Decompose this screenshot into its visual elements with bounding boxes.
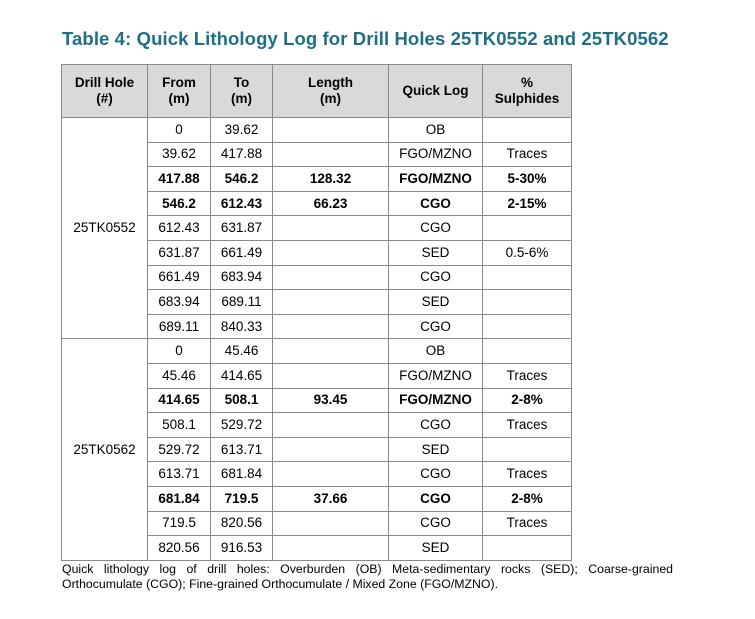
sulph-cell [483, 118, 572, 143]
to-cell: 631.87 [211, 216, 273, 241]
to-cell: 45.46 [211, 339, 273, 364]
header-from: From (m) [148, 65, 211, 118]
log-cell: SED [389, 290, 483, 315]
length-cell: 128.32 [273, 167, 389, 192]
sulph-cell [483, 339, 572, 364]
from-cell: 45.46 [148, 363, 211, 388]
log-cell: OB [389, 339, 483, 364]
length-cell [273, 290, 389, 315]
header-sulphides: % Sulphides [483, 65, 572, 118]
sulph-cell [483, 265, 572, 290]
from-cell: 631.87 [148, 240, 211, 265]
from-cell: 529.72 [148, 437, 211, 462]
from-cell: 719.5 [148, 511, 211, 536]
length-cell [273, 142, 389, 167]
from-cell: 508.1 [148, 413, 211, 438]
to-cell: 661.49 [211, 240, 273, 265]
length-cell [273, 536, 389, 561]
sulph-cell: 2-8% [483, 388, 572, 413]
sulph-cell: 5-30% [483, 167, 572, 192]
to-cell: 820.56 [211, 511, 273, 536]
from-cell: 0 [148, 339, 211, 364]
sulph-cell: Traces [483, 413, 572, 438]
log-cell: SED [389, 437, 483, 462]
to-cell: 681.84 [211, 462, 273, 487]
table-title: Table 4: Quick Lithology Log for Drill Holes 25TK0552 and 25TK0562 [62, 28, 669, 49]
log-cell: SED [389, 240, 483, 265]
log-cell: FGO/MZNO [389, 388, 483, 413]
length-cell [273, 437, 389, 462]
to-cell: 414.65 [211, 363, 273, 388]
to-cell: 683.94 [211, 265, 273, 290]
sulph-cell [483, 437, 572, 462]
length-cell [273, 462, 389, 487]
length-cell: 66.23 [273, 191, 389, 216]
to-cell: 546.2 [211, 167, 273, 192]
sulph-cell: Traces [483, 511, 572, 536]
from-cell: 0 [148, 118, 211, 143]
to-cell: 612.43 [211, 191, 273, 216]
drill-hole-cell: 25TK0552 [62, 118, 148, 339]
log-cell: OB [389, 118, 483, 143]
sulph-cell [483, 290, 572, 315]
sulph-cell: Traces [483, 142, 572, 167]
to-cell: 689.11 [211, 290, 273, 315]
table-caption: Quick lithology log of drill holes: Overburden (OB) Meta-sedimentary rocks (SED); Coarse-grained Orthocumulate (CGO); Fine-grained Orthocumulate / Mixed Zone (FGO/MZNO). [62, 562, 673, 591]
from-cell: 683.94 [148, 290, 211, 315]
sulph-cell: 2-8% [483, 486, 572, 511]
from-cell: 417.88 [148, 167, 211, 192]
header-quick-log: Quick Log [389, 65, 483, 118]
table-row [62, 339, 572, 364]
log-cell: CGO [389, 314, 483, 339]
from-cell: 689.11 [148, 314, 211, 339]
length-cell [273, 363, 389, 388]
to-cell: 840.33 [211, 314, 273, 339]
header-length: Length (m) [273, 65, 389, 118]
header-to: To (m) [211, 65, 273, 118]
sulph-cell: 0.5-6% [483, 240, 572, 265]
from-cell: 613.71 [148, 462, 211, 487]
log-cell: FGO/MZNO [389, 167, 483, 192]
length-cell [273, 216, 389, 241]
length-cell [273, 240, 389, 265]
sulph-cell [483, 536, 572, 561]
to-cell: 39.62 [211, 118, 273, 143]
to-cell: 916.53 [211, 536, 273, 561]
table-body [62, 118, 572, 561]
log-cell: CGO [389, 486, 483, 511]
lithology-table [61, 64, 572, 561]
from-cell: 820.56 [148, 536, 211, 561]
sulph-cell [483, 314, 572, 339]
length-cell [273, 511, 389, 536]
length-cell [273, 314, 389, 339]
from-cell: 661.49 [148, 265, 211, 290]
log-cell: CGO [389, 191, 483, 216]
to-cell: 417.88 [211, 142, 273, 167]
length-cell [273, 339, 389, 364]
length-cell: 37.66 [273, 486, 389, 511]
drill-hole-cell: 25TK0562 [62, 339, 148, 560]
log-cell: CGO [389, 265, 483, 290]
length-cell [273, 118, 389, 143]
log-cell: CGO [389, 216, 483, 241]
log-cell: SED [389, 536, 483, 561]
log-cell: FGO/MZNO [389, 363, 483, 388]
log-cell: CGO [389, 462, 483, 487]
from-cell: 39.62 [148, 142, 211, 167]
from-cell: 546.2 [148, 191, 211, 216]
header-drill-hole: Drill Hole (#) [62, 65, 148, 118]
table-row [62, 118, 572, 143]
sulph-cell: Traces [483, 363, 572, 388]
to-cell: 719.5 [211, 486, 273, 511]
to-cell: 529.72 [211, 413, 273, 438]
from-cell: 612.43 [148, 216, 211, 241]
log-cell: CGO [389, 413, 483, 438]
length-cell [273, 413, 389, 438]
header-row [62, 65, 572, 118]
from-cell: 414.65 [148, 388, 211, 413]
sulph-cell: 2-15% [483, 191, 572, 216]
log-cell: CGO [389, 511, 483, 536]
sulph-cell [483, 216, 572, 241]
from-cell: 681.84 [148, 486, 211, 511]
log-cell: FGO/MZNO [389, 142, 483, 167]
length-cell [273, 265, 389, 290]
to-cell: 613.71 [211, 437, 273, 462]
sulph-cell: Traces [483, 462, 572, 487]
to-cell: 508.1 [211, 388, 273, 413]
length-cell: 93.45 [273, 388, 389, 413]
